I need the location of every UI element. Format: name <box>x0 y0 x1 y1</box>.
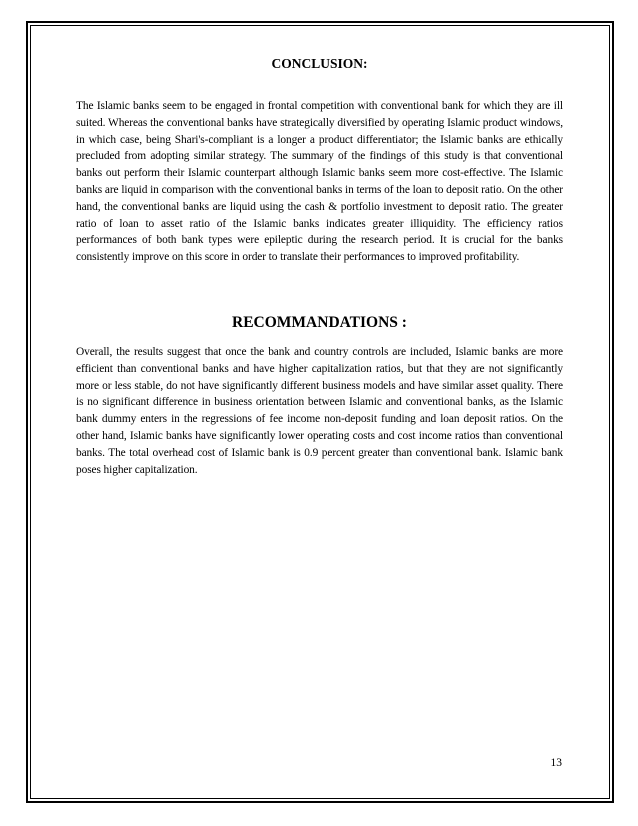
page-content <box>76 56 563 478</box>
recommendations-heading: RECOMMANDATIONS : <box>232 313 407 331</box>
page-number: 13 <box>550 757 562 769</box>
conclusion-heading: CONCLUSION: <box>271 56 368 71</box>
conclusion-paragraph: The Islamic banks seem to be engaged in frontal competition with conventional bank for which they are ill suited. Whereas the conventional banks have strategically diversified by operating Islamic product windows, in which case, being Shari's-compliant is a longer a product differentiator; the Islamic banks are ethically precluded from adopting similar strategy. The summary of the findings of this study is that conventional banks out perform their Islamic counterpart although Islamic banks seem more cost-effective. The Islamic banks are liquid in comparison with the conventional banks in terms of the loan to deposit ratio. On the other hand, the conventional banks are liquid using the cash & portfolio investment to deposit ratio. The greater ratio of loan to asset ratio of the Islamic banks indicates greater illiquidity. The efficiency ratios performances of both bank types were epileptic during the research period. It is crucial for the banks consistently improve on this score in order to translate their performances to improved profitability. <box>76 100 563 264</box>
recommendations-paragraph: Overall, the results suggest that once the bank and country controls are included, Islamic banks are more efficient than conventional banks and have higher capitalization ratios, but that they are not significantly more or less stable, do not have significantly different business models and have similar asset quality. There is no significant difference in business orientation between Islamic and conventional banks, as the Islamic bank dummy enters in the regressions of fee income non-deposit funding and loan deposit ratios. On the other hand, Islamic banks have significantly lower operating costs and cost income ratios than conventional banks. The total overhead cost of Islamic bank is 0.9 percent greater than conventional bank. Islamic bank poses higher capitalization. <box>76 345 563 476</box>
